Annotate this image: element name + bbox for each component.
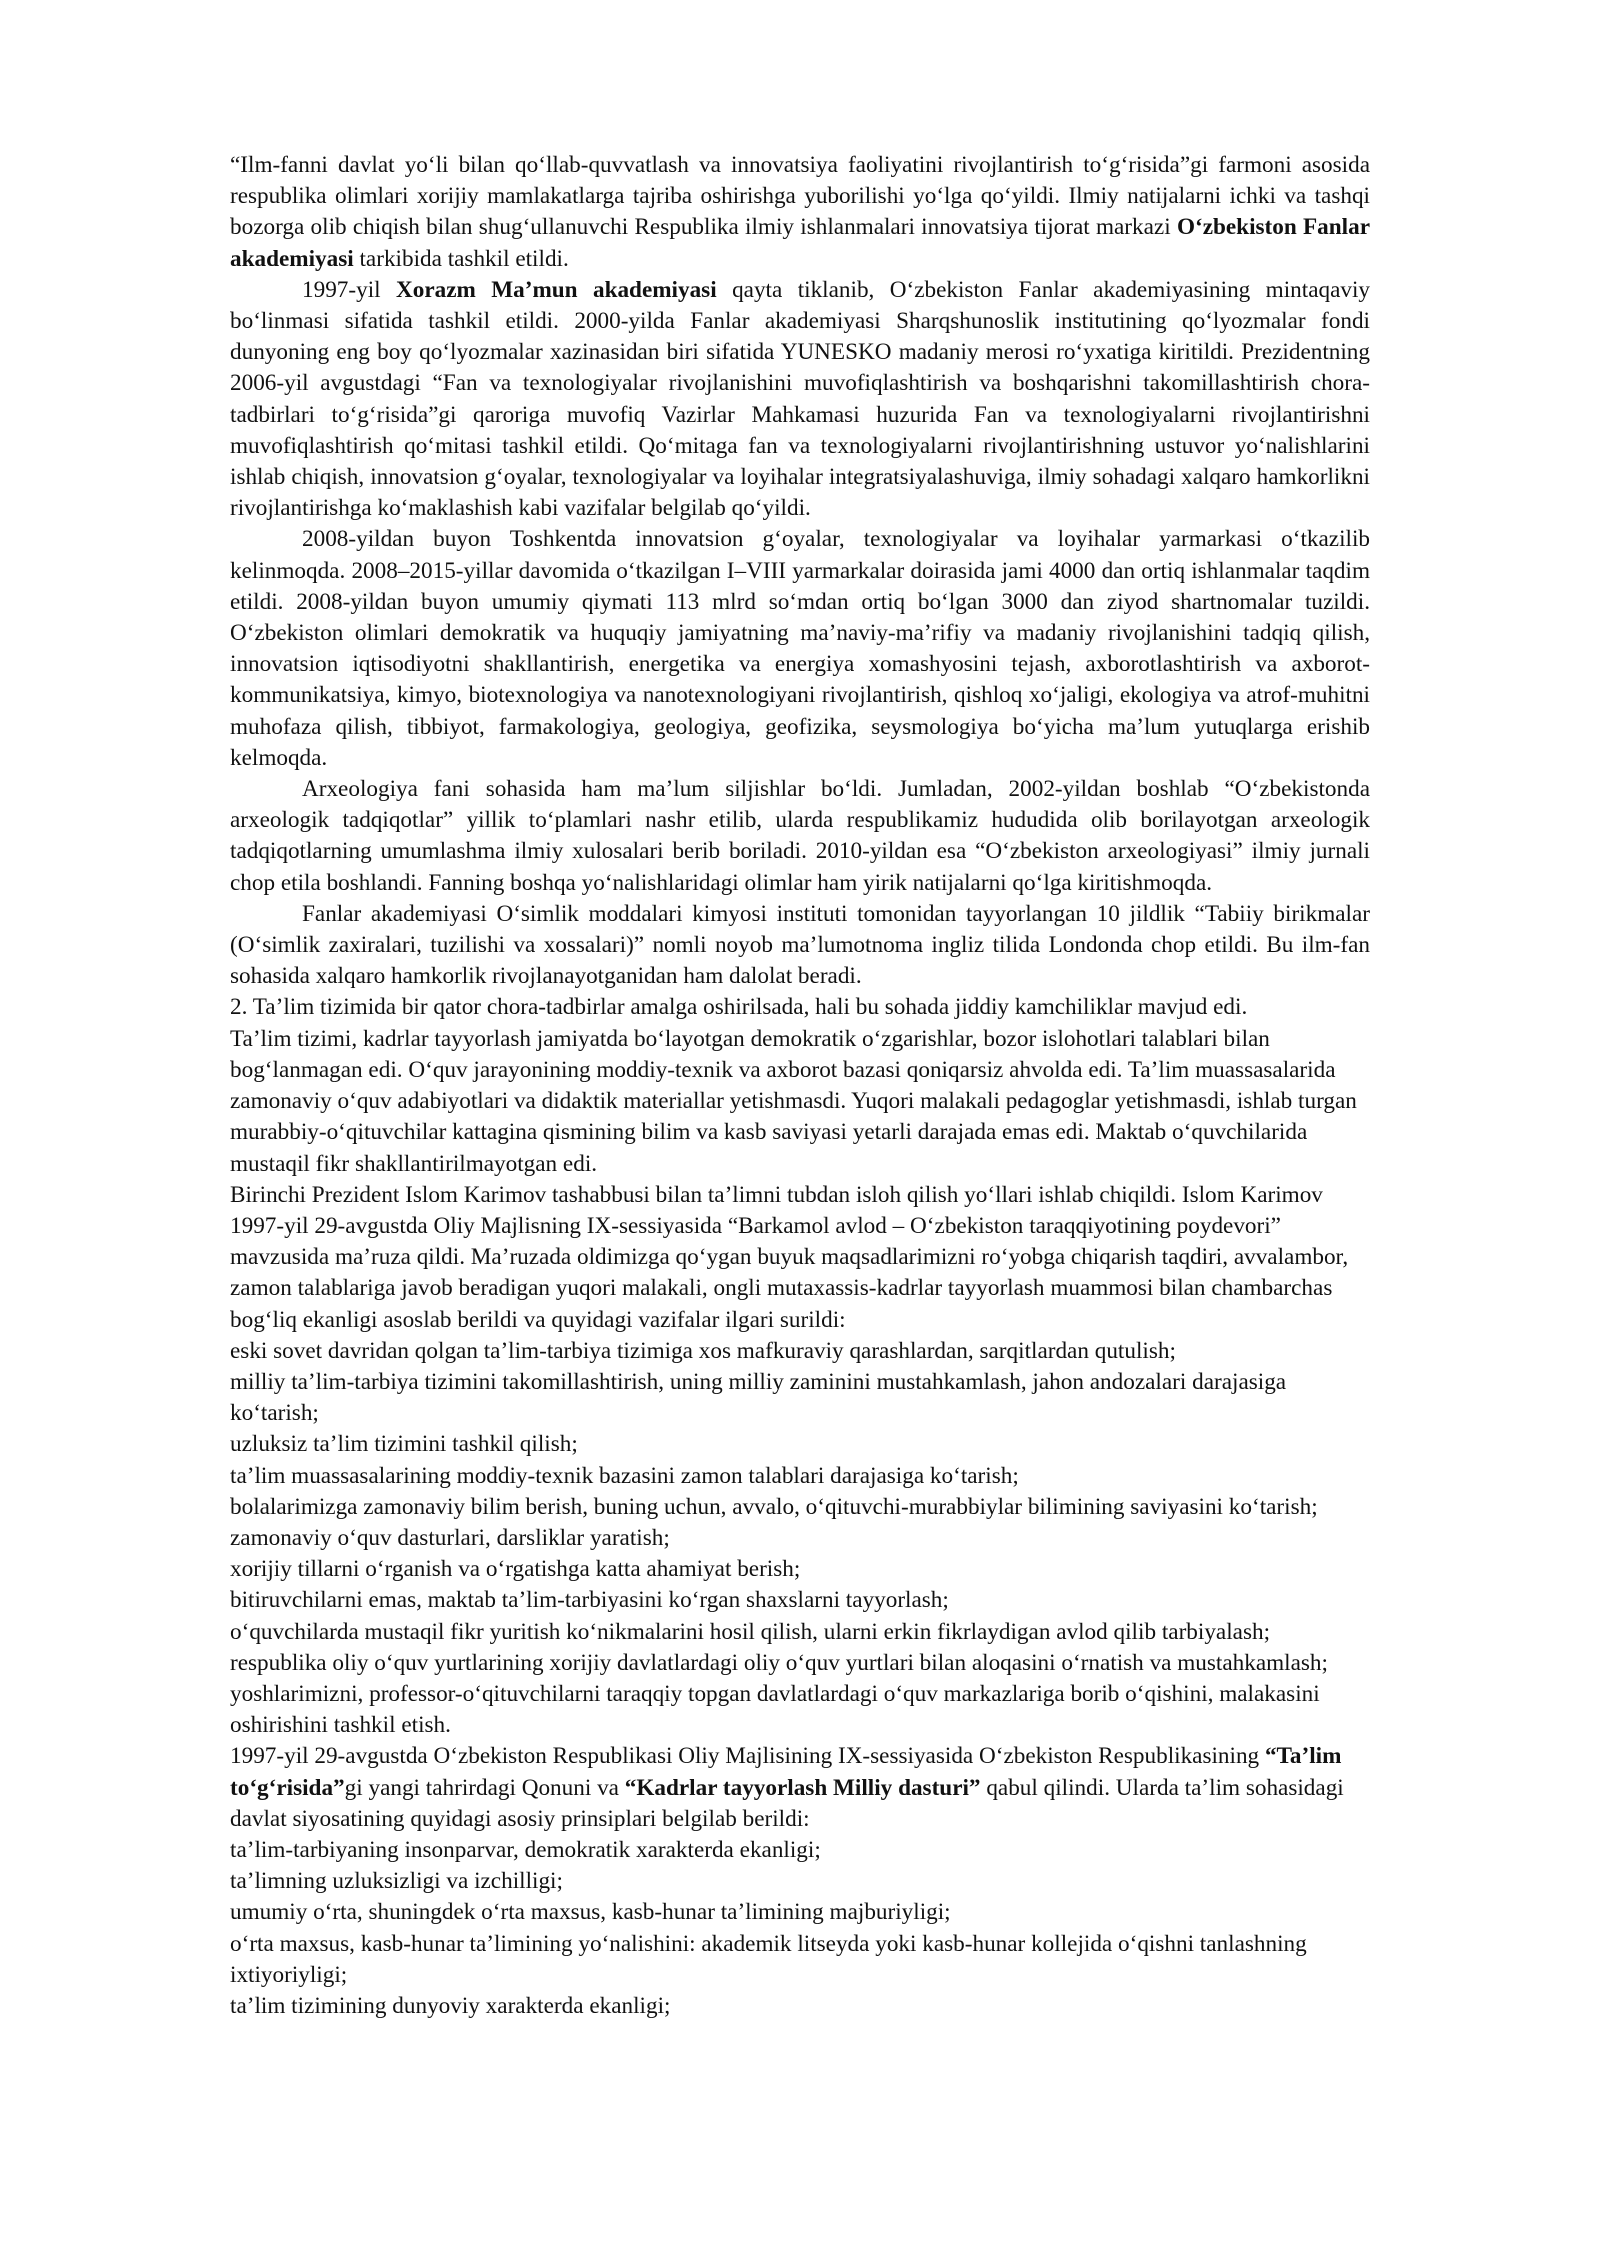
list-item [230,1492,1370,1523]
bold-text-run: O‘zbekiston Fanlar akademiyasi [230,214,1371,272]
paragraph [230,275,1370,525]
text-run: 1997-yil 29-avgustda O‘zbekiston Respublikasi Oliy Majlisining IX-sessiyasida O‘zbekiston Respublikasining [230,1743,1265,1770]
text-run: Fanlar akademiyasi O‘simlik moddalari kimyosi instituti tomonidan tayyorlangan 10 jildlik “Tabiiy birikmalar (O‘simlik zaxiralari, tuzilishi va xossalari)” nomli noyob ma’lumotnoma ingliz tilida Londonda chop etildi. Bu ilm-fan sohasida xalqaro hamkorlik rivojlanayotganidan ham dalolat beradi. [230,900,1370,990]
text-run: bitiruvchilarni emas, maktab ta’lim-tarbiyasini ko‘rgan shaxslarni tayyorlash; [230,1587,949,1614]
document-page [230,150,1370,2022]
list-item [230,1866,1370,1897]
list-item [230,1991,1370,2022]
text-run: qabul qilindi. Ularda ta’lim sohasidagi davlat siyosatining quyidagi asosiy prinsiplari belgilab berildi: [230,1774,1344,1832]
justified-section [230,150,1370,992]
list-item [230,1336,1370,1367]
text-run: zamonaviy o‘quv dasturlari, darsliklar yaratish; [230,1524,670,1551]
text-run: o‘rta maxsus, kasb-hunar ta’limining yo‘nalishini: akademik litseyda yoki kasb-hunar kollejida o‘qishni tanlashning ixtiyoriyligi; [230,1930,1307,1988]
list-item [230,1835,1370,1866]
paragraph [230,524,1370,774]
text-run: bolalarimizga zamonaviy bilim berish, buning uchun, avvalo, o‘qituvchi-murabbiylar bilimining saviyasini ko‘tarish; [230,1493,1318,1520]
list-item [230,1617,1370,1648]
text-run: yoshlarimizni, professor-o‘qituvchilarni taraqqiy topgan davlatlardagi o‘quv markazlariga borib o‘qishini, malakasini oshirishini tashkil etish. [230,1680,1320,1739]
list-item [230,1679,1370,1741]
list-item [230,1648,1370,1679]
bold-text-run: “Kadrlar tayyorlash Milliy dasturi” [624,1774,981,1801]
text-run: gi yangi tahrirdagi Qonuni va [344,1774,625,1801]
bold-text-run: “Ta’lim to‘g‘risida” [230,1743,1342,1801]
text-run: 1997-yil [302,276,396,303]
list-item [230,1585,1370,1616]
list-item [230,1429,1370,1460]
bold-text-run: Xorazm Ma’mun akademiyasi [396,276,717,303]
list-item [230,1461,1370,1492]
text-run: uzluksiz ta’lim tizimini tashkil qilish; [230,1431,578,1458]
text-run: o‘quvchilarda mustaqil fikr yuritish ko‘nikmalarini hosil qilish, ularni erkin fikrlaydigan avlod qilib tarbiyalash; [230,1618,1271,1645]
list-item [230,1523,1370,1554]
text-run: ta’lim muassasalarining moddiy-texnik bazasini zamon talablari darajasiga ko‘tarish; [230,1462,1019,1489]
paragraph [230,150,1370,275]
text-run: milliy ta’lim-tarbiya tizimini takomillashtirish, uning milliy zaminini mustahkamlash, jahon andozalari darajasiga ko‘tarish; [230,1368,1287,1427]
plain-section [230,992,1370,2022]
text-run: 2. Ta’lim tizimida bir qator chora-tadbirlar amalga oshirilsada, hali bu sohada jiddiy kamchiliklar mavjud edi. [230,994,1248,1021]
text-run: 2008-yildan buyon Toshkentda innovatsion g‘oyalar, texnologiyalar va loyihalar yarmarkasi o‘tkazilib kelinmoqda. 2008–2015-yillar davomida o‘tkazilgan I–VIII yarmarkalar doirasida jami 4000 dan ortiq ishlanmalar taqdim etildi. 2008-yildan buyon umumiy qiymati 113 mlrd so‘mdan ortiq bo‘lgan 3000 dan ziyod shartnomalar tuzildi. O‘zbekiston olimlari demokratik va huquqiy jamiyatning ma’naviy-ma’rifiy va madaniy rivojlanishini tadqiq qilish, innovatsion iqtisodiyotni shakllantirish, energetika va energiya xomashyosini tejash, axborotlashtirish va axborot-kommunikatsiya, kimyo, biotexnologiya va nanotexnologiyani rivojlantirish, qishloq xo‘jaligi, ekologiya va atrof-muhitni muhofaza qilish, tibbiyot, farmakologiya, geologiya, geofizika, seysmologiya bo‘yicha ma’lum yutuqlarga erishib kelmoqda. [230,526,1370,771]
paragraph [230,1024,1370,1180]
text-run: respublika oliy o‘quv yurtlarining xorijiy davlatlardagi oliy o‘quv yurtlari bilan aloqasini o‘rnatish va mustahkamlash; [230,1649,1328,1676]
text-run: Birinchi Prezident Islom Karimov tashabbusi bilan ta’limni tubdan isloh qilish yo‘llari ishlab chiqildi. Islom Karimov 1997-yil 29-avgustda Oliy Majlisning IX-sessiyasida “Barkamol avlod – O‘zbekiston taraqqiyotining poydevori” mavzusida ma’ruza qildi. Ma’ruzada oldimizga qo‘ygan buyuk maqsadlarimizni ro‘yobga chiqarish taqdiri, avvalambor, zamon talablariga javob beradigan yuqori malakali, ongli mutaxassis-kadrlar tayyorlash muammosi bilan chambarchas bog‘liq ekanligi asoslab berildi va quyidagi vazifalar ilgari surildi: [230,1181,1349,1333]
text-run: eski sovet davridan qolgan ta’lim-tarbiya tizimiga xos mafkuraviy qarashlardan, sarqitlardan qutulish; [230,1337,1176,1364]
text-run: ta’lim-tarbiyaning insonparvar, demokratik xarakterda ekanligi; [230,1836,821,1863]
list-item [230,1367,1370,1429]
text-run: Arxeologiya fani sohasida ham ma’lum siljishlar bo‘ldi. Jumladan, 2002-yildan boshlab “O‘zbekistonda arxeologik tadqiqotlar” yillik to‘plamlari nashr etilib, ularda respublikamiz hududida olib borilayotgan arxeologik tadqiqotlarning umumlashma ilmiy xulosalari berib boriladi. 2010-yildan esa “O‘zbekiston arxeologiyasi” ilmiy jurnali chop etila boshlandi. Fanning boshqa yo‘nalishlaridagi olimlar ham yirik natijalarni qo‘lga kiritishmoqda. [230,776,1370,896]
list-item [230,1929,1370,1991]
text-run: umumiy o‘rta, shuningdek o‘rta maxsus, kasb-hunar ta’limining majburiyligi; [230,1899,951,1926]
paragraph [230,992,1370,1023]
text-run: Ta’lim tizimi, kadrlar tayyorlash jamiyatda bo‘layotgan demokratik o‘zgarishlar, bozor islohotlari talablari bilan bog‘lanmagan edi. O‘quv jarayonining moddiy-texnik va axborot bazasi qoniqarsiz ahvolda edi. Ta’lim muassasalarida zamonaviy o‘quv adabiyotlari va didaktik materiallar yetishmasdi. Yuqori malakali pedagoglar yetishmasdi, ishlab turgan murabbiy-o‘qituvchilar kattagina qismining bilim va kasb saviyasi yetarli darajada emas edi. Maktab o‘quvchilarida mustaqil fikr shakllantirilmayotgan edi. [230,1025,1357,1177]
text-run: “Ilm-fanni davlat yo‘li bilan qo‘llab-quvvatlash va innovatsiya faoliyatini rivojlantirish to‘g‘risida”gi farmoni asosida respublika olimlari xorijiy mamlakatlarga tajriba oshirishga yuborilishi yo‘lga qo‘yildi. Ilmiy natijalarni ichki va tashqi bozorga olib chiqish bilan shug‘ullanuvchi Respublika ilmiy ishlanmalari innovatsiya tijorat markazi [230,152,1370,241]
paragraph [230,1180,1370,1336]
list-item [230,1554,1370,1585]
paragraph [230,899,1370,993]
text-run: ta’lim tizimining dunyoviy xarakterda ekanligi; [230,1992,671,2019]
text-run: ta’limning uzluksizligi va izchilligi; [230,1868,563,1895]
paragraph [230,1741,1370,1835]
text-run: tarkibida tashkil etildi. [353,245,569,272]
text-run: qayta tiklanib, O‘zbekiston Fanlar akademiyasining mintaqaviy bo‘linmasi sifatida tashkil etildi. 2000-yilda Fanlar akademiyasi Sharqshunoslik institutining qo‘lyozmalar fondi dunyoning eng boy qo‘lyozmalar xazinasidan biri sifatida YUNESKO madaniy merosi ro‘yxatiga kiritildi. Prezidentning 2006-yil avgustdagi “Fan va texnologiyalar rivojlanishini muvofiqlashtirish va boshqarishni takomillashtirish chora-tadbirlari to‘g‘risida”gi qaroriga muvofiq Vazirlar Mahkamasi huzurida Fan va texnologiyalarni rivojlantirishni muvofiqlashtirish qo‘mitasi tashkil etildi. Qo‘mitaga fan va texnologiyalarni rivojlantirishning ustuvor yo‘nalishlarini ishlab chiqish, innovatsion g‘oyalar, texnologiyalar va loyihalar integratsiyalashuviga, ilmiy sohadagi xalqaro hamkorlikni rivojlantirishga ko‘maklashish kabi vazifalar belgilab qo‘yildi. [230,276,1371,522]
paragraph [230,774,1370,899]
list-item [230,1897,1370,1928]
text-run: xorijiy tillarni o‘rganish va o‘rgatishga katta ahamiyat berish; [230,1556,801,1583]
